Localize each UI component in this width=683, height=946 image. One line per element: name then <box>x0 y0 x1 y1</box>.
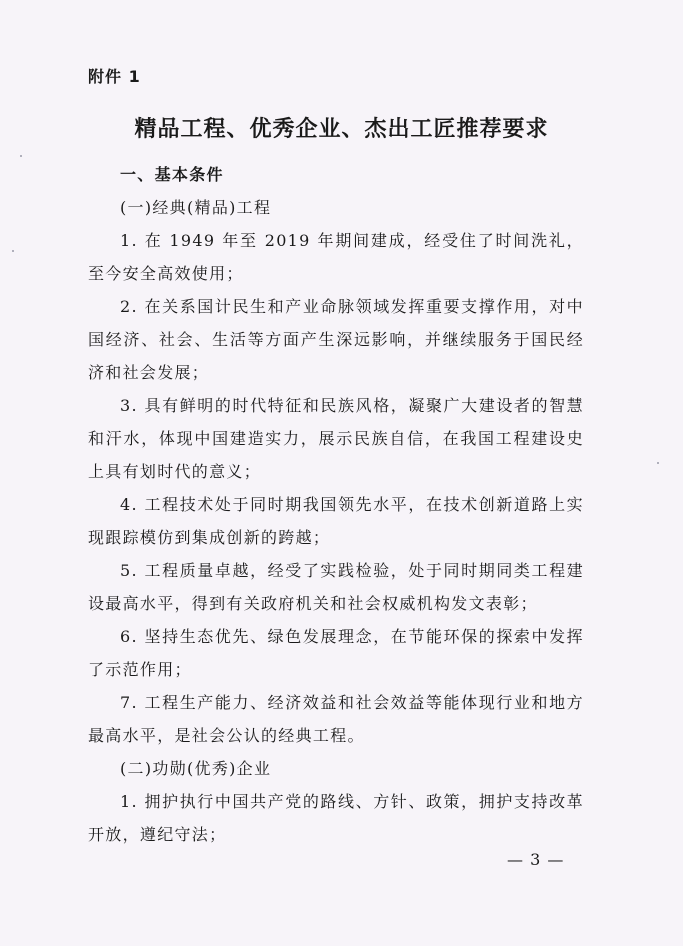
list-item: 7. 工程生产能力、经济效益和社会效益等能体现行业和地方最高水平，是社会公认的经典工程。 <box>88 693 584 745</box>
scan-speck <box>657 462 659 464</box>
list-item: 6. 坚持生态优先、绿色发展理念，在节能环保的探索中发挥了示范作用； <box>88 627 584 679</box>
list-item: 1. 在 1949 年至 2019 年期间建成，经受住了时间洗礼，至今安全高效使用； <box>88 231 584 283</box>
list-item: 5. 工程质量卓越，经受了实践检验，处于同时期同类工程建设最高水平，得到有关政府机关和社会权威机构发文表彰； <box>88 561 584 613</box>
section-heading: 一、基本条件 <box>120 165 224 184</box>
attachment-label: 附件 1 <box>88 67 141 86</box>
list-item: 1. 拥护执行中国共产党的路线、方针、政策，拥护支持改革开放，遵纪守法； <box>88 792 584 844</box>
scan-speck <box>20 155 22 157</box>
document-title: 精品工程、优秀企业、杰出工匠推荐要求 <box>134 116 549 142</box>
document-body <box>88 158 584 851</box>
subsection-heading: (二)功勋(优秀)企业 <box>120 759 272 778</box>
page-number: — 3 — <box>507 850 565 869</box>
list-item: 4. 工程技术处于同时期我国领先水平，在技术创新道路上实现跟踪模仿到集成创新的跨越； <box>88 495 584 547</box>
subsection-heading: (一)经典(精品)工程 <box>120 198 272 217</box>
list-item: 3. 具有鲜明的时代特征和民族风格，凝聚广大建设者的智慧和汗水，体现中国建造实力，展示民族自信，在我国工程建设史上具有划时代的意义； <box>88 396 584 481</box>
scan-speck <box>12 250 14 252</box>
list-item: 2. 在关系国计民生和产业命脉领域发挥重要支撑作用，对中国经济、社会、生活等方面产生深远影响，并继续服务于国民经济和社会发展； <box>88 297 584 382</box>
